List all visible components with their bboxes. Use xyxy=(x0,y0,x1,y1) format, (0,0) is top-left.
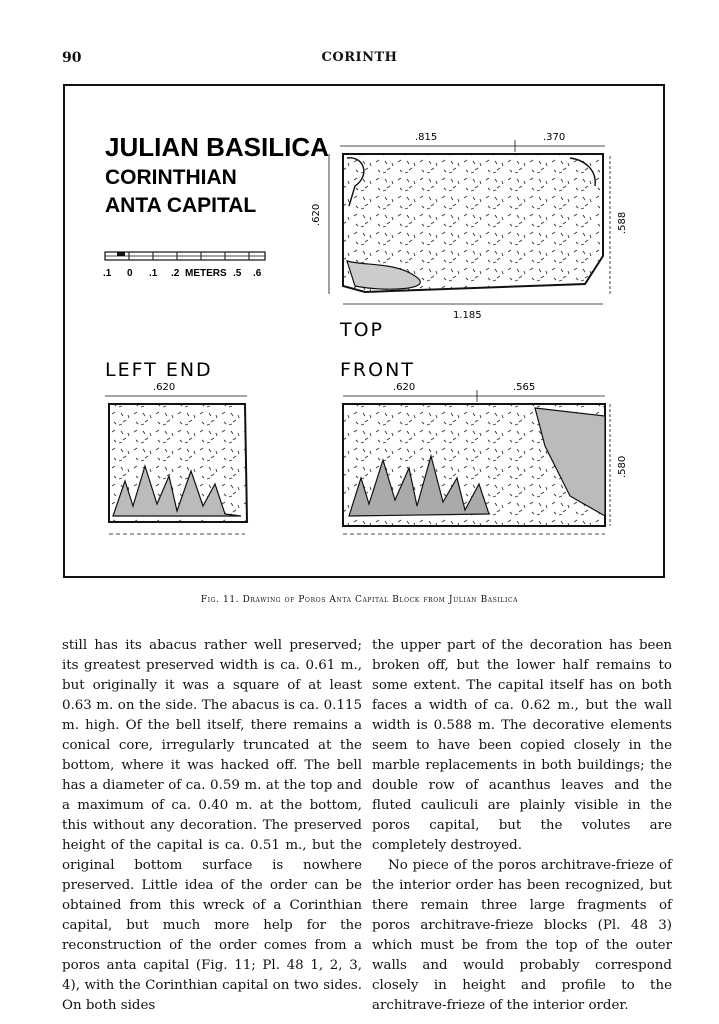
figure-title-line-2: CORINTHIAN xyxy=(105,166,237,189)
scale-label: .1 xyxy=(103,268,112,279)
top-dim-bottom: 1.185 xyxy=(453,310,482,321)
front-dim-top-left: .620 xyxy=(393,382,416,393)
figure-frame xyxy=(63,84,665,578)
left-end-label: LEFT END xyxy=(105,359,213,381)
front-view xyxy=(340,359,628,534)
scale-label: METERS xyxy=(185,268,227,279)
running-title: CORINTH xyxy=(321,50,398,65)
right-column-paragraph-1: the upper part of the decoration has been broken off, but the lower half remains to some extent. The capital itself has on both faces a width of ca. 0.62 m., but the wall width is 0.588 m. The decorative elements seem to have been copied closely in the marble replacements in both buildings; the double row of acanthus leaves and the fluted cauliculi are plainly visible in the poros capital, but the volutes are completely destroyed. xyxy=(372,638,672,853)
top-dim-right: .588 xyxy=(617,211,628,234)
front-view-label: FRONT xyxy=(340,359,415,381)
scale-label: .6 xyxy=(253,268,262,279)
left-end-view xyxy=(105,359,247,534)
figure-caption: Fig. 11. Drawing of Poros Anta Capital Block from Julian Basilica xyxy=(200,595,519,605)
right-column-paragraph-2: No piece of the poros architrave-frieze of the interior order has been recognized, but there remain three large fragments of poros architrave-frieze blocks (Pl. 48 3) which must be from the top of the outer walls and would probably correspond closely in height and profile to the architrave-frieze of the interior order. xyxy=(372,858,672,1013)
figure-title-line-1: JULIAN BASILICA xyxy=(105,132,329,162)
scale-label: .5 xyxy=(233,268,242,279)
top-dim-top-left: .815 xyxy=(415,132,438,143)
scale-label: .1 xyxy=(149,268,158,279)
top-view xyxy=(311,132,628,341)
left-end-dim-top: .620 xyxy=(153,382,176,393)
front-dim-right: .580 xyxy=(617,455,628,478)
figure-title-line-3: ANTA CAPITAL xyxy=(105,194,257,217)
scale-label: .2 xyxy=(171,268,180,279)
page-number: 90 xyxy=(62,50,82,66)
right-column xyxy=(372,636,672,1016)
scale-label: 0 xyxy=(127,268,133,279)
front-dim-top-right: .565 xyxy=(513,382,536,393)
top-view-label: TOP xyxy=(340,319,385,341)
left-column-text: still has its abacus rather well preserved; its greatest preserved width is ca. 0.61 m., but originally it was a square of at least 0.63 m. on the side. The abacus is ca. 0.115 m. high. Of the bell itself, there remains a conical core, irregularly truncated at the bottom, where it was hacked off. The bell has a diameter of ca. 0.59 m. at the top and a maximum of ca. 0.40 m. at the bottom, this without any decoration. The preserved height of the capital is ca. 0.51 m., but the original bottom surface is nowhere preserved. Little idea of the order can be obtained from this wreck of a Corinthian capital, but much more help for the reconstruction of the order comes from a poros anta capital (Fig. 11; Pl. 48 1, 2, 3, 4), with the Corinthian capital on two sides. On both sides xyxy=(62,638,362,1013)
top-dim-left: .620 xyxy=(311,203,322,226)
drawing-figure xyxy=(65,86,663,576)
top-dim-top-right: .370 xyxy=(543,132,566,143)
scale-bar xyxy=(103,252,265,279)
left-column xyxy=(62,636,362,1016)
